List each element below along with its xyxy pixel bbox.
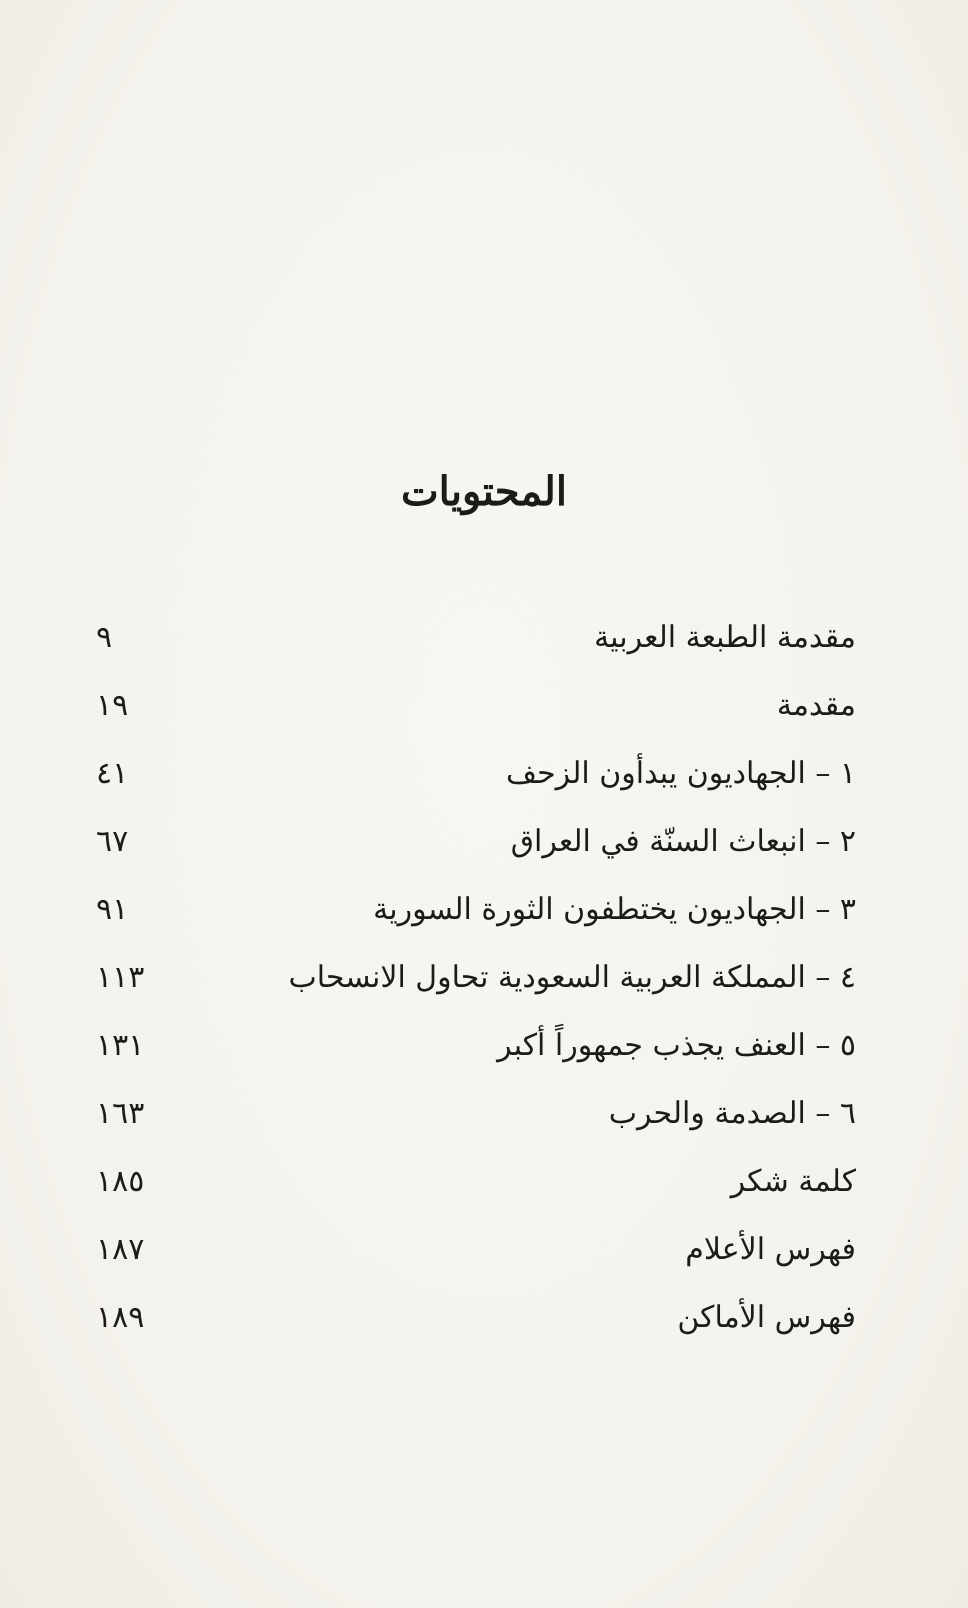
toc-entry-title: ٣ – الجهاديون يختطفون الثورة السورية xyxy=(373,892,856,927)
toc-page-number: ٩١ xyxy=(96,892,129,927)
toc-entry-title: فهرس الأعلام xyxy=(685,1232,856,1267)
toc-entry xyxy=(96,1162,856,1230)
toc-page-number: ٤١ xyxy=(96,756,129,791)
toc-page-number: ٦٧ xyxy=(96,824,129,859)
toc-page-number: ١١٣ xyxy=(96,960,145,995)
toc-page-number: ١٨٧ xyxy=(96,1232,145,1267)
toc-entry xyxy=(96,1230,856,1298)
toc-entry xyxy=(96,958,856,1026)
toc-page-number: ٩ xyxy=(96,620,113,655)
toc-entry xyxy=(96,822,856,890)
toc-entry-title: ٢ – انبعاث السنّة في العراق xyxy=(510,824,856,859)
toc-entry xyxy=(96,890,856,958)
toc-entry-title: ٤ – المملكة العربية السعودية تحاول الانسحاب xyxy=(288,960,856,995)
toc-entry xyxy=(96,1298,856,1366)
toc-page-number: ١٣١ xyxy=(96,1028,145,1063)
toc-page-number: ١٦٣ xyxy=(96,1096,145,1131)
toc-entry xyxy=(96,1094,856,1162)
toc-entry-title: ١ – الجهاديون يبدأون الزحف xyxy=(506,756,856,791)
toc-entry-title: مقدمة xyxy=(776,688,856,723)
toc-entry xyxy=(96,686,856,754)
toc-page-number: ١٩ xyxy=(96,688,129,723)
contents-heading: المحتويات xyxy=(401,468,567,515)
toc-entry xyxy=(96,1026,856,1094)
toc-entry-title: ٦ – الصدمة والحرب xyxy=(608,1096,856,1131)
toc-entry xyxy=(96,754,856,822)
table-of-contents xyxy=(96,618,856,1366)
toc-entry-title: كلمة شكر xyxy=(730,1164,856,1199)
toc-page-number: ١٨٥ xyxy=(96,1164,145,1199)
toc-entry-title: فهرس الأماكن xyxy=(677,1300,856,1335)
toc-entry-title: ٥ – العنف يجذب جمهوراً أكبر xyxy=(497,1028,856,1063)
toc-page-number: ١٨٩ xyxy=(96,1300,145,1335)
toc-entry-title: مقدمة الطبعة العربية xyxy=(594,620,856,655)
toc-entry xyxy=(96,618,856,686)
